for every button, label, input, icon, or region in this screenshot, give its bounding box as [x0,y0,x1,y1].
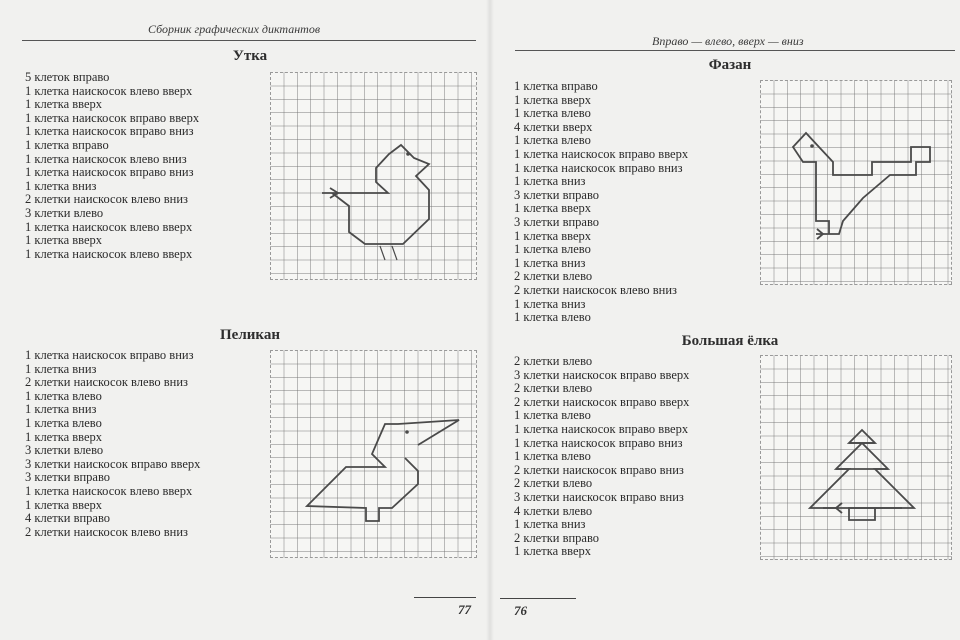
step-item: 3 клетки влево [25,205,104,220]
step-item: 4 клетки вверх [514,119,593,134]
step-item: 3 клетки вправо [25,470,111,485]
page-number-right: 76 [514,603,527,618]
step-item: 1 клетка вверх [25,233,103,248]
exercise-title-pelican: Пеликан [220,327,280,343]
step-item: 1 клетка влево [25,415,102,430]
pelican-outline [307,420,459,521]
step-item: 1 клетка наискосок вправо вниз [25,165,194,180]
step-item: 1 клетка влево [25,388,102,403]
step-item: 1 клетка наискосок вправо вниз [25,124,194,139]
step-item: 3 клетки наискосок вправо вверх [25,456,201,471]
step-item: 1 клетка наискосок влево вверх [25,246,193,261]
step-item: 1 клетка наискосок влево вверх [25,83,193,98]
big-tree-drawing [490,0,960,640]
step-item: 5 клеток вправо [25,70,110,84]
step-item: 3 клетки вправо [514,214,600,229]
step-item: 1 клетка вправо [25,137,109,152]
step-item: 1 клетка вверх [514,228,592,243]
step-item: 1 клетка влево [514,133,591,148]
step-item: 1 клетка вверх [514,201,592,216]
step-item: 1 клетка наискосок вправо вверх [514,421,689,436]
step-item: 1 клетка вверх [25,97,103,112]
page-number-left: 77 [458,602,471,617]
exercise-title-duck: Утка [232,48,268,64]
step-item: 1 клетка наискосок вправо вниз [514,160,683,175]
step-item: 2 клетки наискосок вправо вверх [514,394,690,409]
step-item: 1 клетка вниз [25,402,97,417]
step-item: 2 клетки наискосок влево вниз [25,192,188,207]
right-page [490,0,960,640]
step-item: 1 клетка влево [514,408,591,423]
step-item: 1 клетка вниз [514,517,586,532]
exercise-title-pheasant: Фазан [708,57,752,73]
running-head-right: Вправо — влево, вверх — вниз [652,34,804,48]
step-item: 1 клетка вниз [514,296,586,311]
step-item: 1 клетка влево [514,449,591,464]
step-item: 1 клетка вниз [514,255,586,270]
step-item: 1 клетка вниз [25,178,97,193]
step-item: 1 клетка вверх [514,544,592,559]
step-item: 4 клетки влево [514,503,593,518]
step-item: 1 клетка влево [514,310,591,325]
step-item: 2 клетки влево [514,354,593,368]
exercise-title-big-tree: Большая ёлка [681,333,779,349]
step-item: 2 клетки влево [514,476,593,491]
step-item: 2 клетки наискосок влево вниз [25,375,188,390]
step-item: 3 клетки наискосок вправо вверх [514,367,690,382]
step-item: 1 клетка вправо [514,79,598,93]
eye-icon [405,430,409,434]
step-item: 2 клетки наискосок влево вниз [25,524,188,539]
step-item: 1 клетка наискосок вправо вверх [514,146,689,161]
step-item: 3 клетки наискосок вправо вниз [514,489,684,504]
step-item: 1 клетка наискосок вправо вверх [25,110,200,125]
step-item: 2 клетки наискосок вправо вниз [514,462,684,477]
step-item: 1 клетка наискосок влево вниз [25,151,187,166]
step-item: 1 клетка влево [514,242,591,257]
running-head-left: Сборник графических диктантов [148,22,321,36]
step-item: 3 клетки вправо [514,187,600,202]
step-item: 1 клетка наискосок влево вверх [25,219,193,234]
step-item: 2 клетки влево [514,381,593,396]
step-item: 1 клетка вниз [514,174,586,189]
footer-rule-left [414,597,476,598]
step-item: 1 клетка вверх [514,92,592,107]
footer-rule-right [500,598,576,599]
step-item: 2 клетки влево [514,269,593,284]
step-item: 2 клетки вправо [514,530,600,545]
step-item: 1 клетка наискосок вправо вниз [514,435,683,450]
step-item: 3 клетки влево [25,443,104,458]
step-item: 2 клетки наискосок влево вниз [514,282,677,297]
step-item: 1 клетка влево [514,106,591,121]
step-item: 1 клетка вверх [25,497,103,512]
step-item: 4 клетки вправо [25,511,111,526]
step-item: 1 клетка наискосок вправо вниз [25,348,194,362]
step-item: 1 клетка вниз [25,361,97,376]
step-item: 1 клетка вверх [25,429,103,444]
step-item: 1 клетка наискосок влево вверх [25,483,193,498]
